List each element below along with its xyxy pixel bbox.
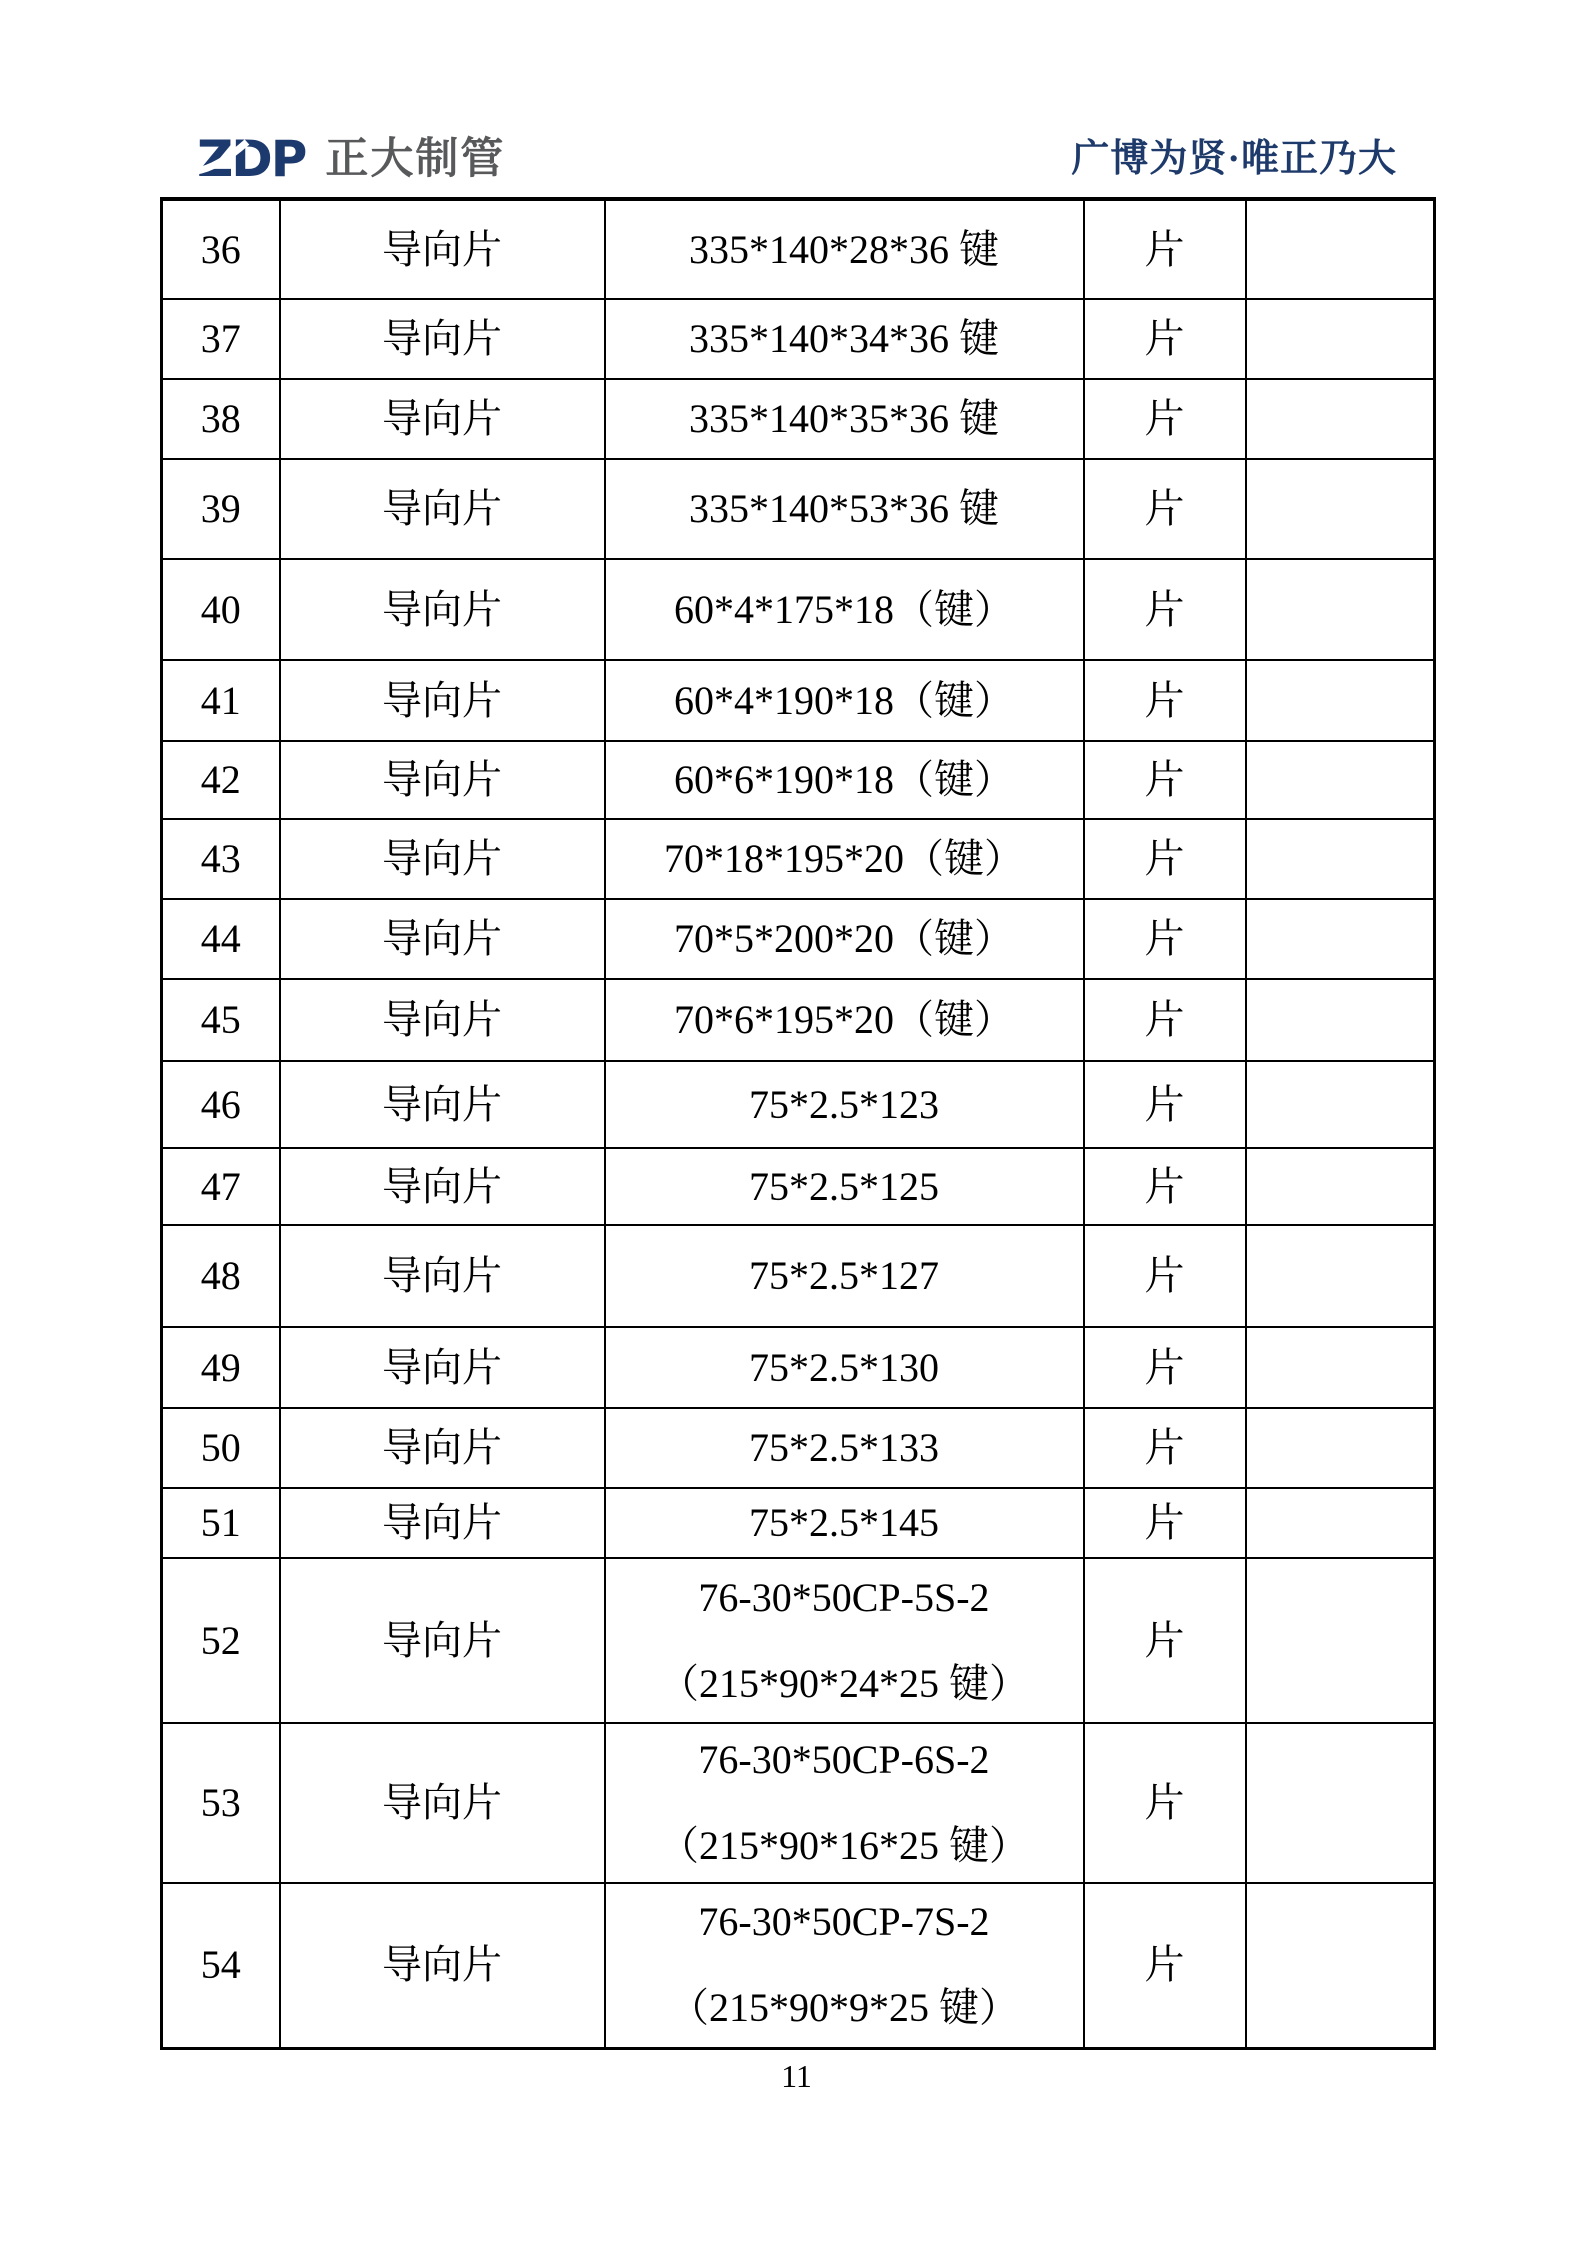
unit-cell: 片 (1084, 1408, 1246, 1488)
table-row (162, 1408, 1435, 1488)
row-number-cell: 45 (162, 979, 280, 1061)
row-number-cell: 46 (162, 1061, 280, 1148)
spec-cell (605, 559, 1084, 660)
part-name-cell: 导向片 (280, 1408, 605, 1488)
spec-cell (605, 1408, 1084, 1488)
row-number-cell: 52 (162, 1558, 280, 1723)
remark-cell (1246, 1558, 1435, 1723)
parts-table (160, 197, 1436, 2050)
table-row (162, 199, 1435, 299)
remark-cell (1246, 379, 1435, 459)
spec-text: 335*140*28*36 键 (689, 226, 999, 272)
unit-cell: 片 (1084, 660, 1246, 741)
table-row (162, 660, 1435, 741)
spec-text: 75*2.5*127 (749, 1253, 939, 1298)
remark-cell (1246, 1883, 1435, 2048)
row-number-cell: 54 (162, 1883, 280, 2048)
spec-text-line1: 76-30*50CP-6S-2 (698, 1737, 990, 1782)
table-row (162, 1061, 1435, 1148)
company-slogan: 广博为贤·唯正乃大 (1071, 138, 1397, 180)
part-name-cell: 导向片 (280, 1883, 605, 2048)
remark-cell (1246, 899, 1435, 979)
table-row (162, 299, 1435, 379)
table-row (162, 1327, 1435, 1408)
remark-cell (1246, 1723, 1435, 1883)
unit-cell: 片 (1084, 1488, 1246, 1558)
table-row (162, 1488, 1435, 1558)
row-number-cell: 37 (162, 299, 280, 379)
unit-cell: 片 (1084, 819, 1246, 899)
row-number-cell: 38 (162, 379, 280, 459)
row-number-cell: 51 (162, 1488, 280, 1558)
part-name-cell: 导向片 (280, 741, 605, 819)
part-name-cell: 导向片 (280, 299, 605, 379)
spec-cell (605, 1327, 1084, 1408)
unit-cell: 片 (1084, 899, 1246, 979)
table-row (162, 379, 1435, 459)
table-row (162, 899, 1435, 979)
table-row (162, 1225, 1435, 1327)
unit-cell: 片 (1084, 979, 1246, 1061)
spec-text: 75*2.5*133 (749, 1425, 939, 1470)
spec-text: 335*140*53*36 键 (689, 486, 999, 531)
remark-cell (1246, 979, 1435, 1061)
part-name-cell: 导向片 (280, 819, 605, 899)
unit-cell: 片 (1084, 379, 1246, 459)
spec-text: 60*4*190*18（键） (674, 677, 1014, 723)
table-row (162, 1883, 1435, 2048)
company-logo (197, 130, 506, 188)
row-number-cell: 36 (162, 199, 280, 299)
spec-text: 70*18*195*20（键） (664, 836, 1024, 881)
spec-text: 75*2.5*130 (749, 1344, 939, 1390)
part-name-cell: 导向片 (280, 1148, 605, 1225)
spec-cell (605, 1061, 1084, 1148)
spec-cell (605, 1225, 1084, 1327)
spec-cell (605, 741, 1084, 819)
unit-cell: 片 (1084, 1148, 1246, 1225)
spec-text: 335*140*35*36 键 (689, 396, 999, 441)
unit-cell: 片 (1084, 299, 1246, 379)
unit-cell: 片 (1084, 1558, 1246, 1723)
remark-cell (1246, 660, 1435, 741)
spec-text-line1: 76-30*50CP-5S-2 (698, 1574, 990, 1620)
row-number-cell: 50 (162, 1408, 280, 1488)
remark-cell (1246, 1061, 1435, 1148)
spec-text-line2: （215*90*24*25 键） (659, 1660, 1029, 1706)
table-row (162, 459, 1435, 559)
row-number-cell: 49 (162, 1327, 280, 1408)
row-number-cell: 39 (162, 459, 280, 559)
row-number-cell: 48 (162, 1225, 280, 1327)
remark-cell (1246, 819, 1435, 899)
part-name-cell: 导向片 (280, 660, 605, 741)
spec-cell (605, 299, 1084, 379)
unit-cell: 片 (1084, 1061, 1246, 1148)
unit-cell: 片 (1084, 1327, 1246, 1408)
part-name-cell: 导向片 (280, 899, 605, 979)
spec-cell (605, 199, 1084, 299)
remark-cell (1246, 1225, 1435, 1327)
row-number-cell: 40 (162, 559, 280, 660)
part-name-cell: 导向片 (280, 1723, 605, 1883)
zdp-logo-mark (197, 130, 306, 188)
spec-cell (605, 1148, 1084, 1225)
row-number-cell: 43 (162, 819, 280, 899)
spec-cell (605, 459, 1084, 559)
remark-cell (1246, 459, 1435, 559)
spec-text-line1: 76-30*50CP-7S-2 (698, 1899, 990, 1945)
table-row (162, 559, 1435, 660)
remark-cell (1246, 1148, 1435, 1225)
part-name-cell: 导向片 (280, 559, 605, 660)
unit-cell: 片 (1084, 741, 1246, 819)
spec-text-line2: （215*90*16*25 键） (659, 1823, 1029, 1868)
spec-cell (605, 379, 1084, 459)
row-number-cell: 47 (162, 1148, 280, 1225)
table-row (162, 1558, 1435, 1723)
unit-cell: 片 (1084, 1723, 1246, 1883)
table-row (162, 1148, 1435, 1225)
part-name-cell: 导向片 (280, 1225, 605, 1327)
zdp-logo-text: ZDP (197, 130, 306, 188)
spec-cell (605, 660, 1084, 741)
row-number-cell: 44 (162, 899, 280, 979)
part-name-cell: 导向片 (280, 979, 605, 1061)
remark-cell (1246, 559, 1435, 660)
part-name-cell: 导向片 (280, 459, 605, 559)
spec-text: 75*2.5*145 (749, 1500, 939, 1545)
part-name-cell: 导向片 (280, 1558, 605, 1723)
unit-cell: 片 (1084, 559, 1246, 660)
row-number-cell: 42 (162, 741, 280, 819)
remark-cell (1246, 741, 1435, 819)
part-name-cell: 导向片 (280, 199, 605, 299)
spec-cell (605, 1558, 1084, 1723)
remark-cell (1246, 1408, 1435, 1488)
logo-swoosh-icon (194, 137, 250, 177)
spec-text: 60*4*175*18（键） (674, 586, 1014, 632)
spec-text: 70*5*200*20（键） (674, 916, 1014, 961)
company-name: 正大制管 (325, 134, 506, 184)
row-number-cell: 41 (162, 660, 280, 741)
table-row (162, 819, 1435, 899)
page-number: 11 (781, 2058, 812, 2094)
remark-cell (1246, 1488, 1435, 1558)
spec-text: 70*6*195*20（键） (674, 997, 1014, 1042)
unit-cell: 片 (1084, 1225, 1246, 1327)
spec-cell (605, 979, 1084, 1061)
spec-cell (605, 819, 1084, 899)
part-name-cell: 导向片 (280, 379, 605, 459)
part-name-cell: 导向片 (280, 1488, 605, 1558)
row-number-cell: 53 (162, 1723, 280, 1883)
remark-cell (1246, 1327, 1435, 1408)
table-row (162, 741, 1435, 819)
part-name-cell: 导向片 (280, 1327, 605, 1408)
spec-cell (605, 1883, 1084, 2048)
spec-cell (605, 1488, 1084, 1558)
table-row (162, 979, 1435, 1061)
part-name-cell: 导向片 (280, 1061, 605, 1148)
spec-text: 60*6*190*18（键） (674, 757, 1014, 802)
remark-cell (1246, 299, 1435, 379)
spec-cell (605, 899, 1084, 979)
spec-text: 75*2.5*125 (749, 1163, 939, 1209)
unit-cell: 片 (1084, 459, 1246, 559)
spec-text: 75*2.5*123 (749, 1081, 939, 1127)
unit-cell: 片 (1084, 199, 1246, 299)
spec-text: 335*140*34*36 键 (689, 316, 999, 361)
remark-cell (1246, 199, 1435, 299)
table-row (162, 1723, 1435, 1883)
unit-cell: 片 (1084, 1883, 1246, 2048)
spec-text-line2: （215*90*9*25 键） (669, 1985, 1019, 2031)
spec-cell (605, 1723, 1084, 1883)
